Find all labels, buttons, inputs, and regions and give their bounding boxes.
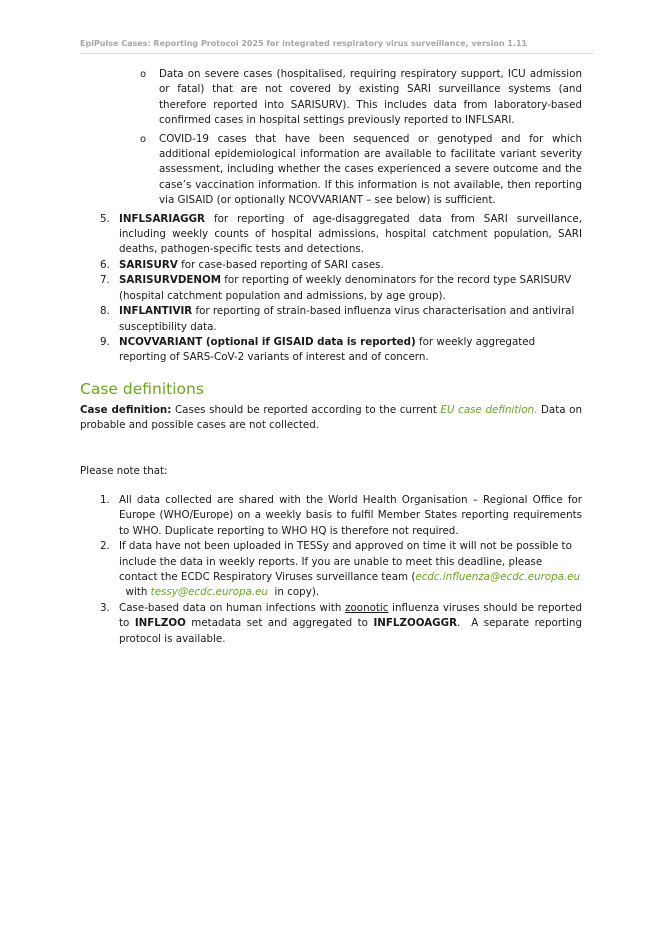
sub-item-text: COVID-19 cases that have been sequenced or genotyped and for which additional epidemiological information are available to facilitate variant severity assessment, including whether the cases experienced a severe outcome and the case’s vaccination information. If this information is not available, then reporting via GISAID (or optionally NCOVVARIANT – see below) is sufficient. [159,132,582,207]
section-heading: Case definitions [80,379,204,398]
record-type-name: SARISURV [119,258,178,271]
eu-case-definition-link[interactable]: EU case definition. [440,403,538,416]
list-item [80,304,582,335]
list-number: 2. [100,540,110,553]
circle-bullet-icon: o [140,69,147,80]
record-type-name: INFLSARIAGGR [119,212,205,225]
list-number: 6. [100,258,110,271]
list-number: 1. [100,493,110,506]
note-intro: Please note that: [80,464,168,477]
note-text: in copy). [268,586,320,599]
list-item [80,335,582,366]
case-definition-label: Case definition: [80,403,172,416]
sub-item-text: Data on severe cases (hospitalised, requiring respiratory support, ICU admission or fatal) that are not covered by existing SARI surveillance systems (and therefore reported into SARISURV). This includes data from laboratory-based confirmed cases in hospital settings previously reported to INFLSARI. [159,68,582,127]
record-type-description: for reporting of age-disaggregated data from SARI surveillance, including weekly counts of hospital admissions, hospital catchment population, SARI deaths, pathogen-specific tests and detections. [119,212,582,256]
record-type-name: SARISURVDENOM [119,274,222,287]
tessy-email-link[interactable]: tessy@ecdc.europa.eu [150,586,269,599]
note-text: All data collected are shared with the World Health Organisation – Regional Office for Europe (WHO/Europe) on a weekly basis to fulfil Member States reporting requirements to WHO. Duplicate reporting to WHO HQ is therefore not required. [119,493,582,537]
zoonotic-term: zoonotic [345,601,389,614]
list-number: 8. [100,305,110,318]
record-type-description: for case-based reporting of SARI cases. [177,258,384,271]
note-text: If data have not been uploaded in TESSy and approved on time it will not be possible to include the data in weekly reports. If you are unable to meet this deadline, please contact the ECDC Respiratory Viruses surveillance team ( [119,540,572,583]
note-text: with [119,586,151,599]
list-item [80,258,582,273]
page-content [80,67,586,647]
note-item [80,539,582,601]
sub-list-item [80,67,582,129]
list-number: 3. [100,601,110,614]
case-definition-text: Cases should be reported according to the current [171,403,441,416]
ecdc-influenza-email-link[interactable]: ecdc.influenza@ecdc.europa.eu [415,570,581,583]
circle-bullet-icon: o [140,133,147,145]
record-type-description: for reporting of strain-based influenza virus characterisation and antiviral susceptibility data. [119,305,575,333]
note-text: influenza viruses should be reported to [119,601,582,630]
note-text: . A separate reporting protocol is available. [119,617,586,645]
note-item [80,493,582,539]
sub-list-item [80,132,582,209]
page-header: EpiPulse Cases: Reporting Protocol 2025 for integrated respiratory virus surveillance, version 1.11 [80,39,594,54]
list-item [80,212,582,258]
list-number: 7. [100,274,110,287]
note-item [80,601,586,647]
case-definition-text: Data on probable and possible cases are not collected. [80,403,582,432]
list-item [80,273,582,304]
record-type-description: for weekly aggregated reporting of SARS-CoV-2 variants of interest and of concern. [119,335,536,364]
case-definition-paragraph [80,403,582,434]
metadata-set-name: INFLZOOAGGR [373,617,457,630]
record-type-description: for reporting of weekly denominators for the record type SARISURV (hospital catchment population and admissions, by age group). [119,274,572,302]
note-text: metadata set and aggregated to [185,617,374,630]
note-text: Case-based data on human infections with [119,601,346,614]
record-type-name: INFLANTIVIR [119,305,193,318]
record-type-name: NCOVVARIANT (optional if GISAID data is reported) [119,335,416,348]
metadata-set-name: INFLZOO [134,617,186,630]
list-number: 5. [100,212,110,225]
list-number: 9. [100,335,110,348]
